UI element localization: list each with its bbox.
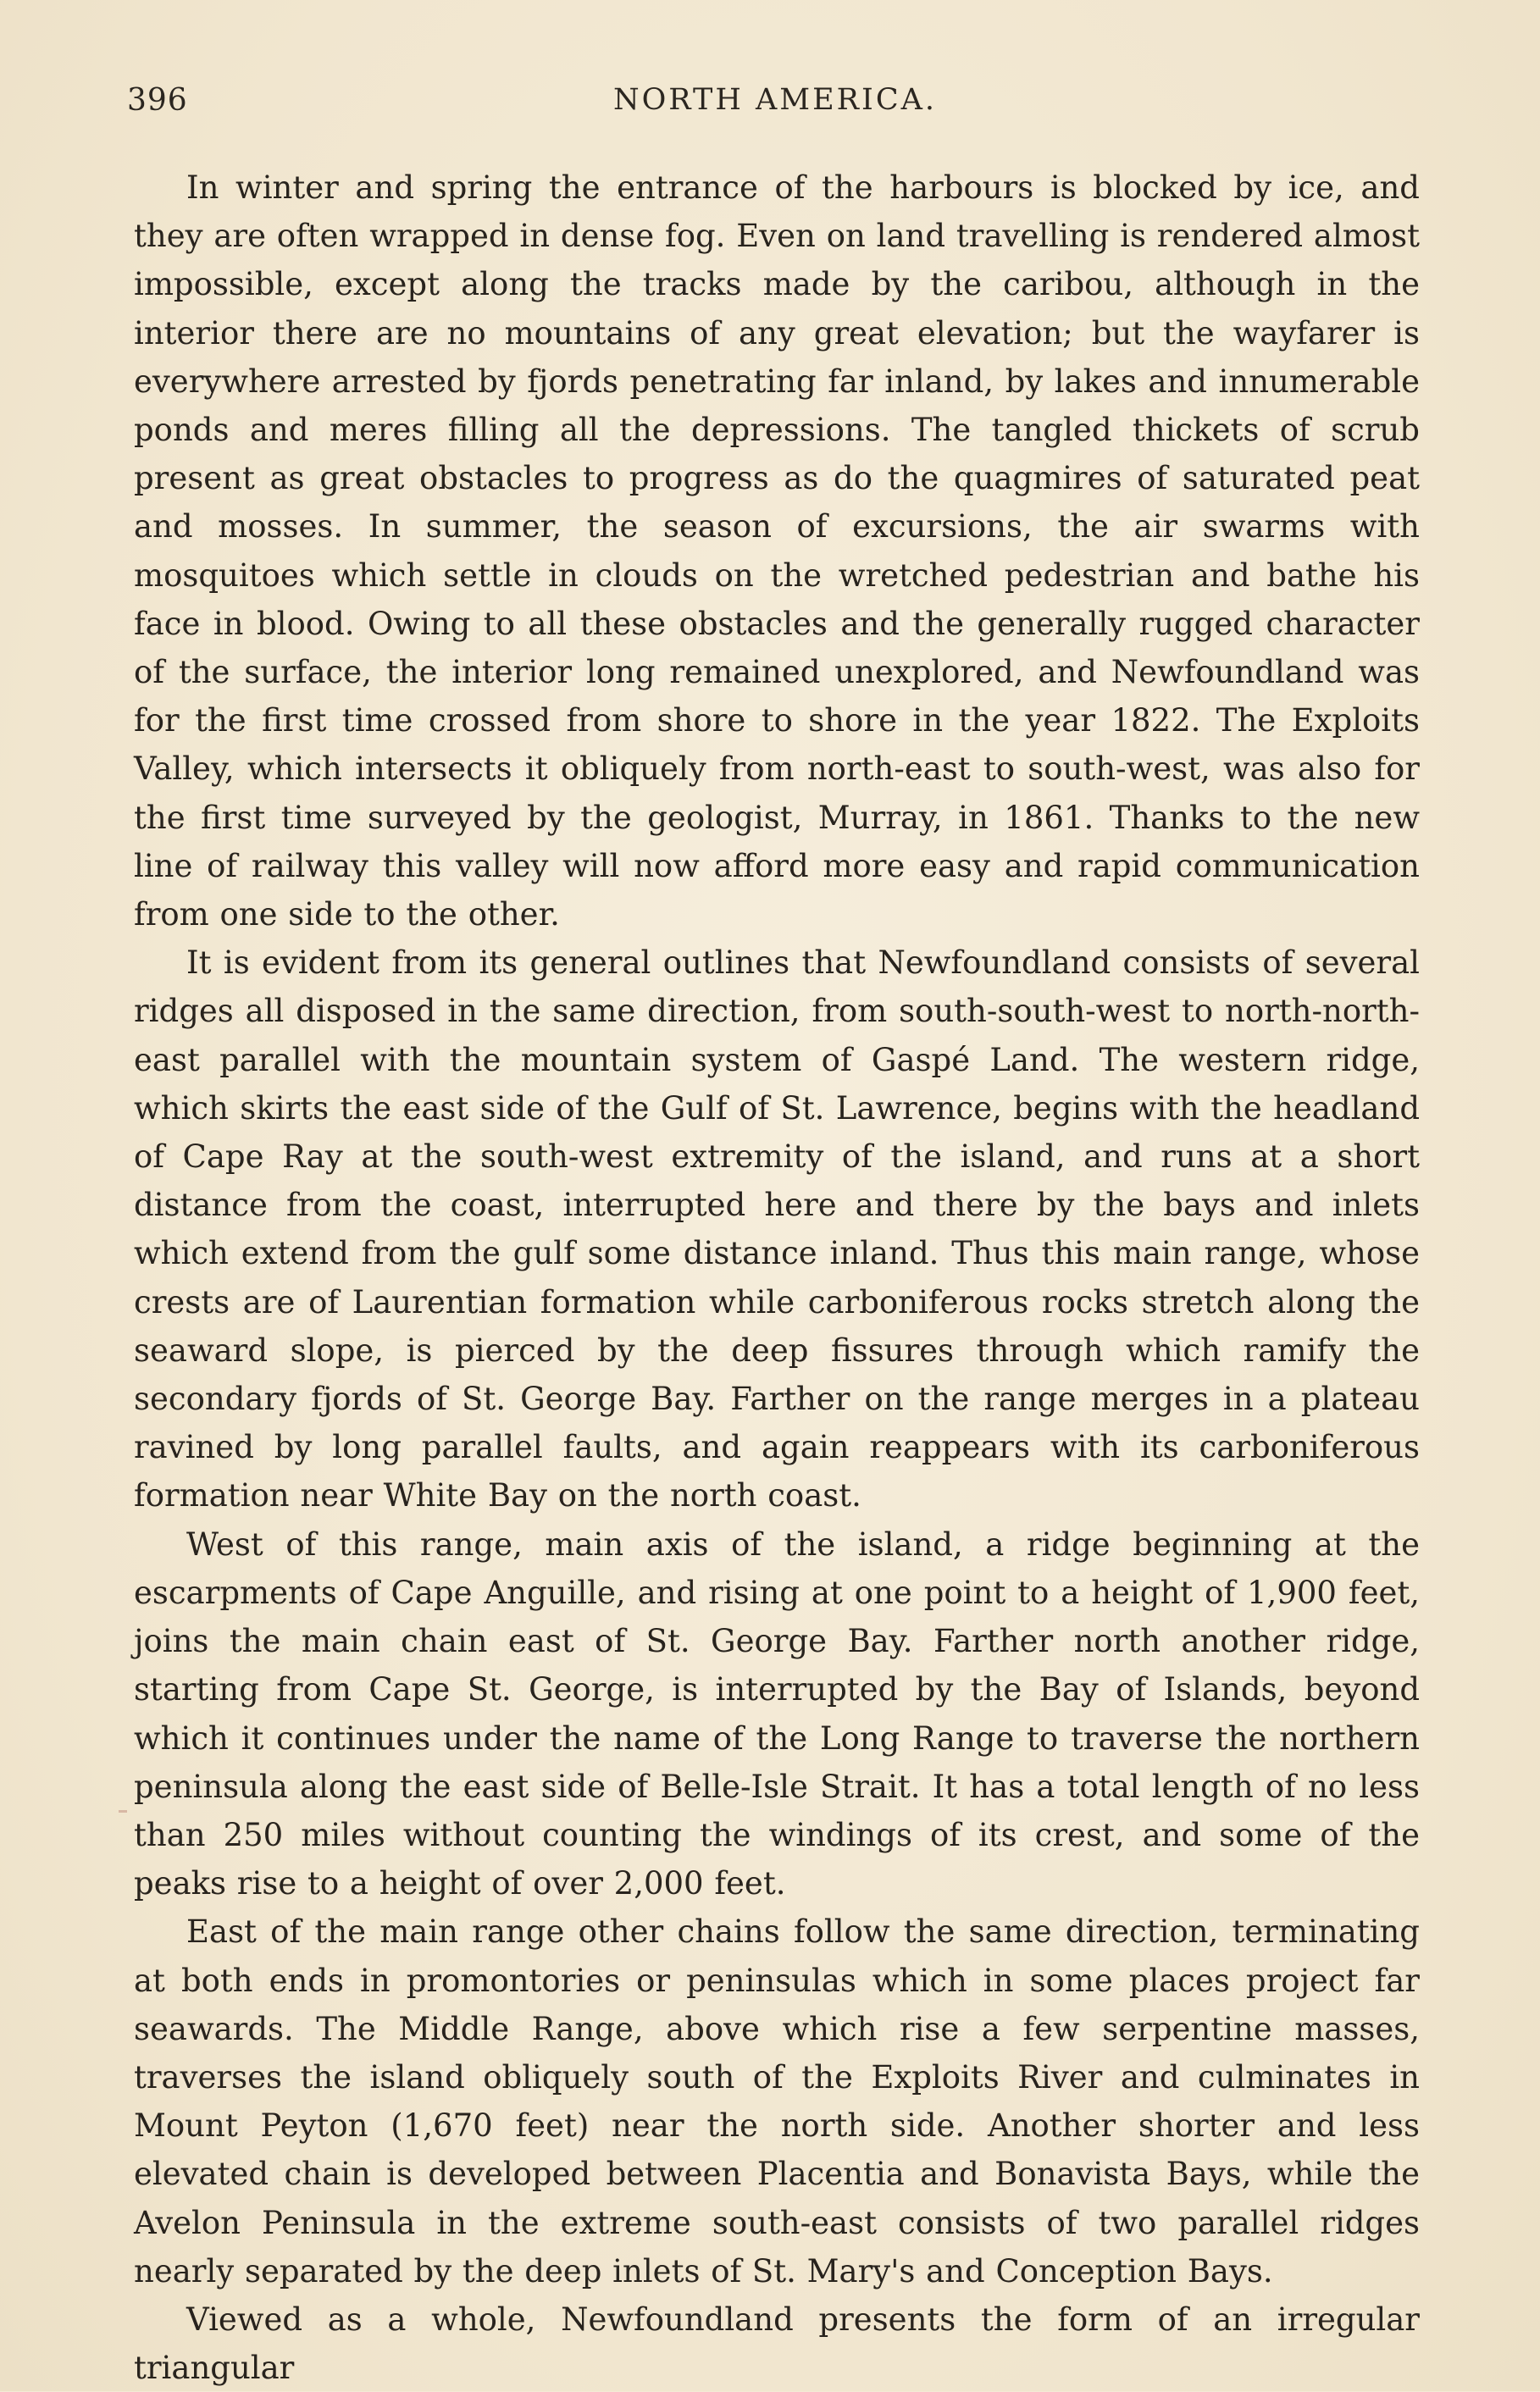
paragraph-east-chains: East of the main range other chains follow the same direction, terminating at both ends in promontories or peninsulas which in some places project far seawards. The Middle Range, above which rise a few serpentine masses, traverses the island obliquely south of the Exploits River and culminates in Mount Peyton (1,670 feet) near the north side. Another shorter and less elevated chain is developed between Placentia and Bonavista Bays, while the Avelon Peninsula in the extreme south-east consists of two parallel ridges nearly separated by the deep inlets of St. Mary's and Conception Bays. xyxy=(134,1913,1420,2290)
body-text xyxy=(134,163,1420,2392)
paragraph-winter-travel: In winter and spring the entrance of the harbours is blocked by ice, and they are often wrapped in dense fog. Even on land travelling is rendered almost impossible, except along the tracks made by the caribou, although in the interior there are no mountains of any great elevation; but the wayfarer is everywhere arrested by fjords penetrating far inland, by lakes and innumerable ponds and meres filling all the depressions. The tangled thickets of scrub present as great obstacles to progress as do the quagmires of saturated peat and mosses. In summer, the season of excursions, the air swarms with mosquitoes which settle in clouds on the wretched pedestrian and bathe his face in blood. Owing to all these obstacles and the generally rugged character of the surface, the interior long remained unexplored, and Newfoundland was for the first time crossed from shore to shore in the year 1822. The Exploits Valley, which intersects it obliquely from north-east to south-west, was also for the first time surveyed by the geologist, Murray, in 1861. Thanks to the new line of railway this valley will now afford more easy and rapid communication from one side to the other. xyxy=(134,169,1420,933)
page-header xyxy=(127,83,1423,134)
paragraph-whole-form: Viewed as a whole, Newfoundland presents the form of an irregular triangular xyxy=(134,2301,1420,2387)
paragraph-ridges: It is evident from its general outlines that Newfoundland consists of several ridges all disposed in the same direction, from south-south-west to north-north-east parallel with the mountain system of Gaspé Land. The western ridge, which skirts the east side of the Gulf of St. Lawrence, begins with the headland of Cape Ray at the south-west extremity of the island, and runs at a short distance from the coast, interrupted here and there by the bays and inlets which extend from the gulf some distance inland. Thus this main range, whose crests are of Laurentian formation while carboniferous rocks stretch along the seaward slope, is pierced by the deep fissures through which ramify the secondary fjords of St. George Bay. Farther on the range merges in a plateau ravined by long parallel faults, and again reappears with its carboniferous formation near White Bay on the north coast. xyxy=(134,944,1420,1514)
page-number: 396 xyxy=(127,83,188,118)
margin-mark xyxy=(119,1810,127,1813)
paragraph-west-range: West of this range, main axis of the island, a ridge beginning at the escarpments of Cape Anguille, and rising at one point to a height of 1,900 feet, joins the main chain east of St. George Bay. Farther north another ridge, starting from Cape St. George, is interrupted by the Bay of Islands, beyond which it continues under the name of the Long Range to traverse the northern peninsula along the east side of Belle-Isle Strait. It has a total length of no less than 250 miles without counting the windings of its crest, and some of the peaks rise to a height of over 2,000 feet. xyxy=(134,1525,1420,1902)
running-title: NORTH AMERICA. xyxy=(612,83,938,117)
